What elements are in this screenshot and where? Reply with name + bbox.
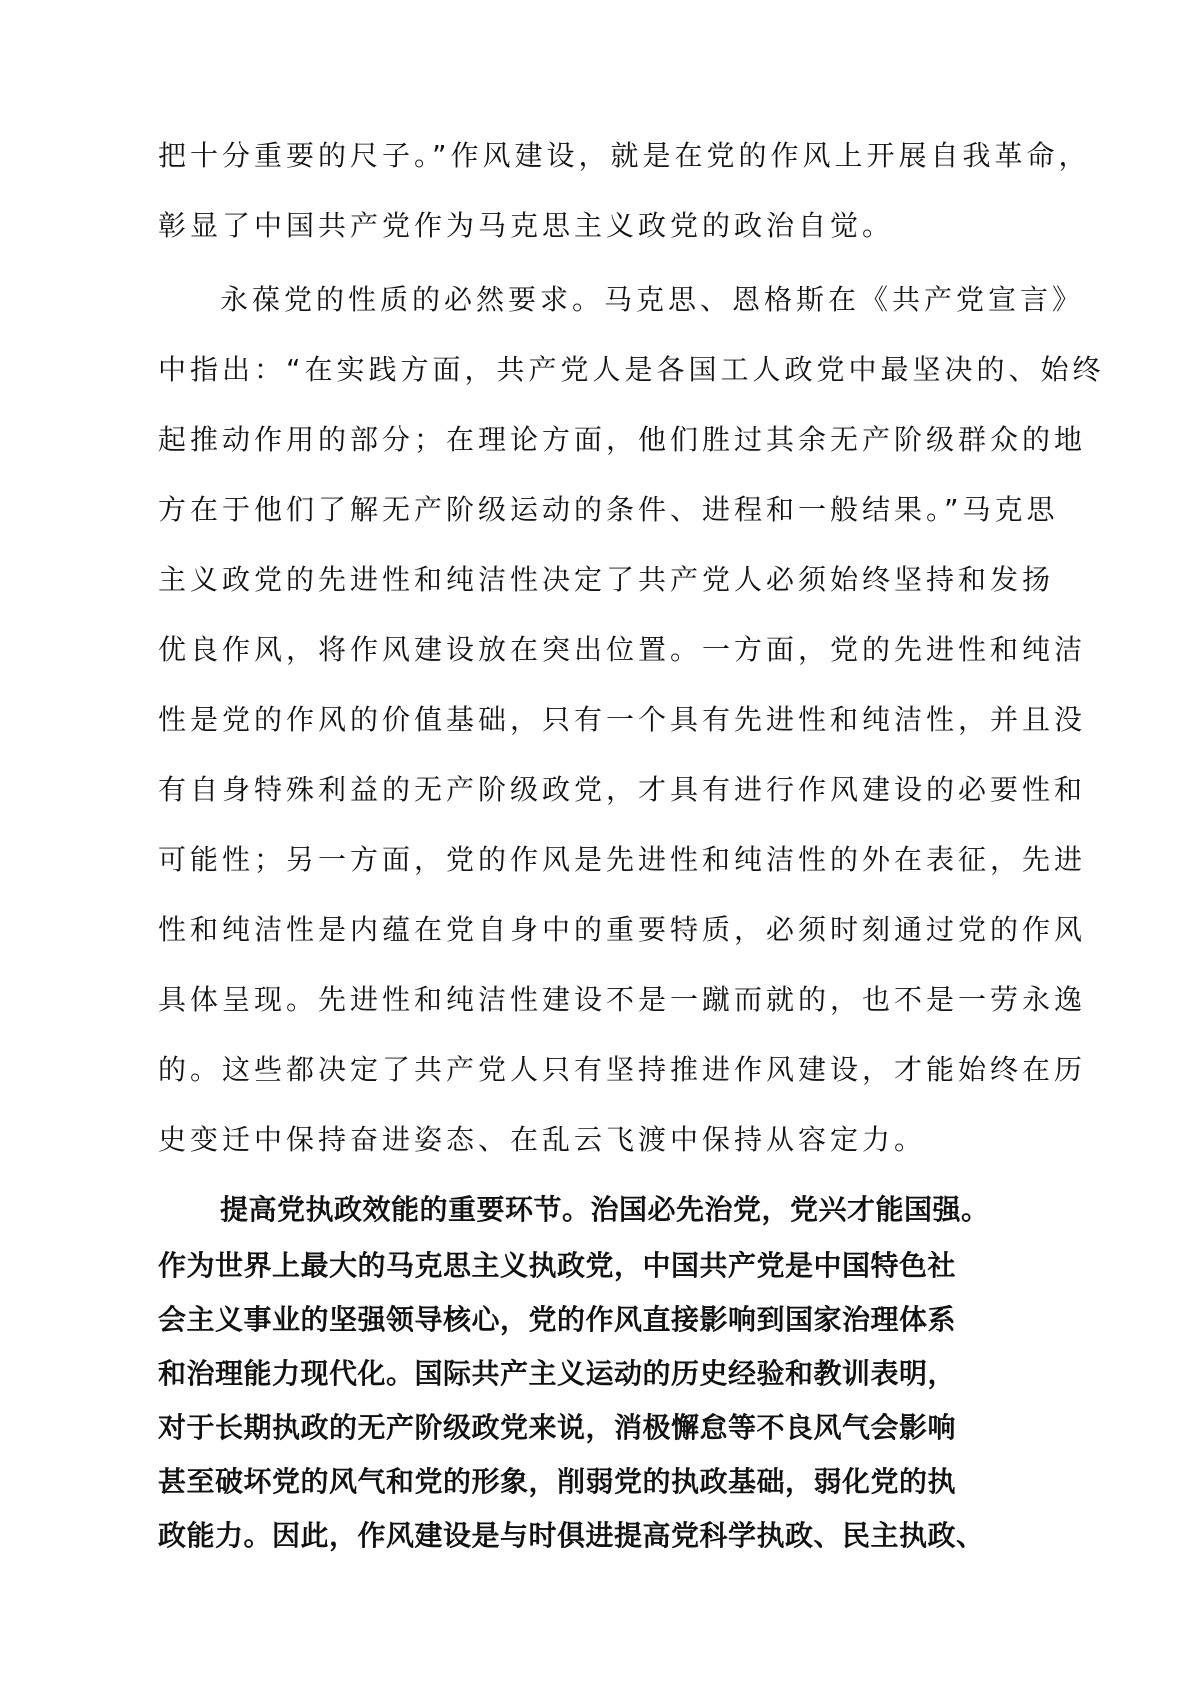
paragraph-3-line-4: 和治理能力现代化。国际共产主义运动的历史经验和教训表明， bbox=[158, 1357, 957, 1390]
paragraph-2-line-1: 永葆党的性质的必然要求。马克思、恩格斯在《共产党宣言》 bbox=[220, 283, 1085, 316]
paragraph-2-line-3: 起推动作用的部分；在理论方面，他们胜过其余无产阶级群众的地 bbox=[158, 423, 1087, 456]
paragraph-2-line-2: 中指出：“在实践方面，共产党人是各国工人政党中最坚决的、始终 bbox=[158, 353, 1105, 386]
paragraph-2-line-11: 具体呈现。先进性和纯洁性建设不是一蹴而就的，也不是一劳永逸 bbox=[158, 983, 1087, 1016]
paragraph-3-line-3: 会主义事业的坚强领导核心，党的作风直接影响到国家治理体系 bbox=[158, 1303, 957, 1336]
paragraph-1-line-2: 彰显了中国共产党作为马克思主义政党的政治自觉。 bbox=[158, 209, 895, 242]
paragraph-2-line-7: 性是党的作风的价值基础，只有一个具有先进性和纯洁性，并且没 bbox=[158, 703, 1087, 736]
paragraph-3-line-2: 作为世界上最大的马克思主义执政党，中国共产党是中国特色社 bbox=[158, 1249, 957, 1282]
paragraph-3-line-5: 对于长期执政的无产阶级政党来说，消极懈怠等不良风气会影响 bbox=[158, 1411, 957, 1444]
paragraph-2-line-12: 的。这些都决定了共产党人只有坚持推进作风建设，才能始终在历 bbox=[158, 1053, 1087, 1086]
paragraph-2-line-6: 优良作风，将作风建设放在突出位置。一方面，党的先进性和纯洁 bbox=[158, 633, 1087, 666]
paragraph-2-line-13: 史变迁中保持奋进姿态、在乱云飞渡中保持从容定力。 bbox=[158, 1123, 927, 1156]
paragraph-2-line-5: 主义政党的先进性和纯洁性决定了共产党人必须始终坚持和发扬 bbox=[158, 563, 1055, 596]
paragraph-2-line-9: 可能性；另一方面，党的作风是先进性和纯洁性的外在表征，先进 bbox=[158, 843, 1087, 876]
paragraph-1-line-1: 把十分重要的尺子。”作风建设，就是在党的作风上开展自我革命， bbox=[158, 139, 1091, 172]
paragraph-2-line-10: 性和纯洁性是内蕴在党自身中的重要特质，必须时刻通过党的作风 bbox=[158, 913, 1087, 946]
paragraph-2-line-8: 有自身特殊利益的无产阶级政党，才具有进行作风建设的必要性和 bbox=[158, 773, 1087, 806]
paragraph-3-line-6: 甚至破坏党的风气和党的形象，削弱党的执政基础，弱化党的执 bbox=[158, 1465, 957, 1498]
paragraph-2-line-4: 方在于他们了解无产阶级运动的条件、进程和一般结果。”马克思 bbox=[158, 493, 1059, 526]
paragraph-3-line-1: 提高党执政效能的重要环节。治国必先治党，党兴才能国强。 bbox=[220, 1193, 990, 1226]
paragraph-3-line-7: 政能力。因此，作风建设是与时俱进提高党科学执政、民主执政、 bbox=[158, 1519, 985, 1552]
